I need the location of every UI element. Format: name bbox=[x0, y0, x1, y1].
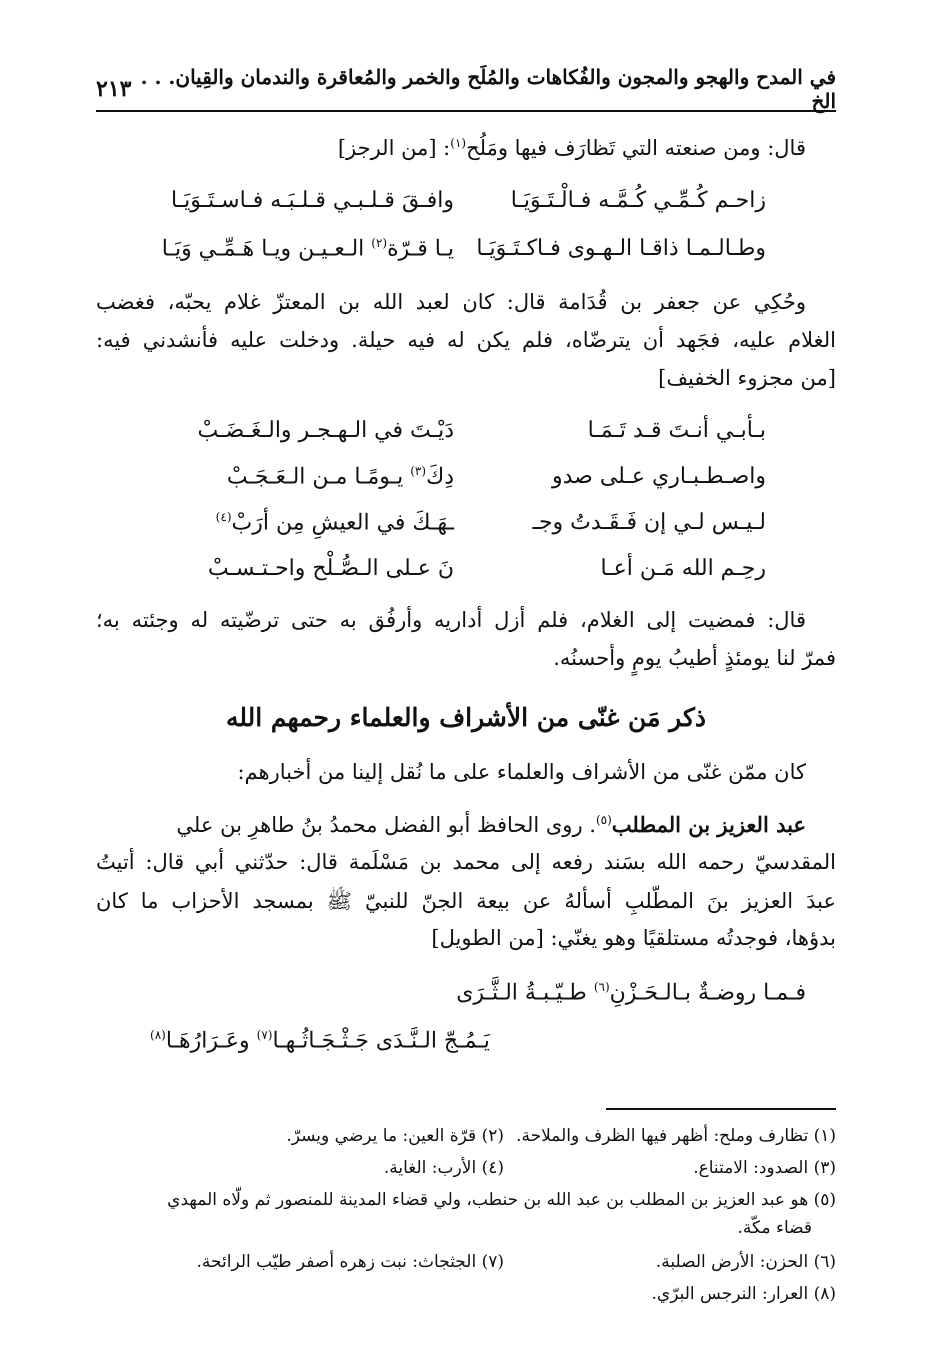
section-heading: ذكر مَن غنّى من الأشراف والعلماء رحمهم الله bbox=[225, 703, 707, 732]
paragraph-line: عبدَ العزيز بنَ المطّلبِ أسألهُ عن بيعة الجنّ للنبيّ ﷺ بمسجد الأحزاب ما كان bbox=[96, 889, 836, 913]
person-name: عبد العزيز بن المطلب bbox=[611, 812, 806, 837]
verse-hemistich: دَيْـتَ في الـهـجـر والـغَـضَـبْ bbox=[197, 418, 454, 443]
verse-hemistich: لـيـس لـي إن فَـقَـدتُ وجـ bbox=[532, 510, 766, 535]
footnote-ref: (٣) bbox=[410, 464, 427, 478]
verse-hemistich: بـأبـي أنـتَ قـد تَـمَـا bbox=[587, 418, 766, 443]
verse-hemistich: ـهَـكَ في العيشِ مِن أرَبْ$^{(٤)}$ bbox=[215, 510, 454, 536]
footnote-ref: (٦) bbox=[593, 980, 610, 994]
footnote-continuation: قضاء مكّة. bbox=[737, 1218, 812, 1238]
footnote: (٢) قرّة العين: ما يرضي ويسرّ. bbox=[286, 1126, 504, 1146]
footnote: (١) تظارف وملح: أظهر فيها الظرف والملاحة. bbox=[516, 1126, 836, 1146]
footnote: (٧) الجثجاث: نبت زهره أصفر طيّب الرائحة. bbox=[196, 1252, 504, 1272]
verse-hemistich: وطـالـمـا ذاقـا الـهـوى فـاكـتَـوَيَـا bbox=[476, 236, 766, 261]
verse-hemistich: دِكَ$^{(٣)}$ يـومًـا مـن الـعَـجَـبْ bbox=[226, 464, 454, 490]
paragraph-line: بدؤها، فوجدتُه مستلقيًا وهو يغنّي: [من الطويل] bbox=[431, 926, 836, 950]
meter-label: [من مجزوء الخفيف] bbox=[658, 366, 836, 390]
running-title: في المدح والهجو والمجون والفُكاهات والمُلَح والخمر والمُعاقرة والندمان والقِيان. . . الخ bbox=[140, 65, 836, 113]
verse-hemistich: وافـقَ قـلـبـي قـلـبَـه فـاسـتَـوَيَـا bbox=[171, 188, 454, 213]
page-number: ٢١٣ bbox=[96, 76, 132, 102]
paragraph-line: قال: فمضيت إلى الغلام، فلم أزل أداريه وأرفُق به حتى ترضّيته له وجئته به؛ bbox=[96, 608, 806, 632]
footnote-ref: (٨) bbox=[150, 1028, 166, 1042]
footnote-ref: (٧) bbox=[256, 1028, 273, 1042]
verse-hemistich: يَـمُـجّ الـنَّـدَى جَـثْـجَـاثُـهـا$^{(٧)}$ وعَـرَارُهَـا$^{(٨)}$ bbox=[150, 1028, 490, 1054]
running-header bbox=[96, 65, 836, 113]
paragraph-line: وحُكِي عن جعفر بن قُدَامة قال: كان لعبد الله بن المعتزّ غلام يحبّه، فغضب bbox=[96, 290, 806, 314]
verse-hemistich: واصـطـبـاري عـلى صدو bbox=[551, 464, 766, 489]
footnote: (٥) هو عبد العزيز بن المطلب بن عبد الله بن حنطب، ولي قضاء المدينة للمنصور ثم ولّاه المهدي bbox=[167, 1190, 836, 1210]
verse-hemistich: زاحـم كُـمِّـي كُـمَّـه فـالْـتَـوَيَـا bbox=[510, 188, 766, 213]
poem-intro-line: قال: ومن صنعته التي تَظارَف فيها ومَلُح$^{(١)}$: [من الرجز] bbox=[337, 136, 806, 160]
paragraph-line: فمرّ لنا يومئذٍ أطيبُ يومٍ وأحسنُه. bbox=[553, 646, 836, 670]
footnote: (٤) الأرب: الغاية. bbox=[383, 1158, 504, 1178]
footnote-ref: (١) bbox=[450, 136, 467, 150]
paragraph-line: عبد العزيز بن المطلب$^{(٥)}$. روى الحافظ أبو الفضل محمدُ بنُ طاهرِ بن علي bbox=[176, 812, 806, 837]
footnote: (٦) الحزن: الأرض الصلبة. bbox=[655, 1252, 836, 1272]
paragraph-line: كان ممّن غنّى من الأشراف والعلماء على ما نُقل إلينا من أخبارهم: bbox=[237, 760, 806, 784]
verse-hemistich: رحِـم الله مَـن أعـا bbox=[600, 556, 766, 581]
footnote-ref: (٥) bbox=[595, 813, 612, 827]
paragraph-line: الغلام عليه، فجَهد أن يترضّاه، فلم يكن له فيه حيلة. ودخلت عليه فأنشدني فيه: bbox=[96, 328, 836, 352]
footnote-separator bbox=[606, 1108, 836, 1110]
verse-hemistich: نَ عـلى الـصُّـلْح واحـتـسـبْ bbox=[207, 556, 454, 581]
footnote: (٨) العرار: النرجس البرّي. bbox=[651, 1284, 836, 1304]
paragraph-line: المقدسيّ رحمه الله بسَند رفعه إلى محمد بن مَسْلَمة قال: حدّثني أبي قال: أتيتُ bbox=[96, 850, 836, 874]
verse-hemistich: فـمـا روضـةٌ بـالـحَـزْنِ$^{(٦)}$ طـيّـبـةُ الـثَّـرَى bbox=[456, 980, 806, 1006]
verse-hemistich: يـا قـرّة$^{(٢)}$ الـعـيـن ويـا هَـمِّـي وَيَـا bbox=[161, 236, 454, 262]
footnote-ref: (٤) bbox=[215, 510, 232, 524]
footnote-ref: (٢) bbox=[371, 236, 388, 250]
footnote: (٣) الصدود: الامتناع. bbox=[693, 1158, 836, 1178]
